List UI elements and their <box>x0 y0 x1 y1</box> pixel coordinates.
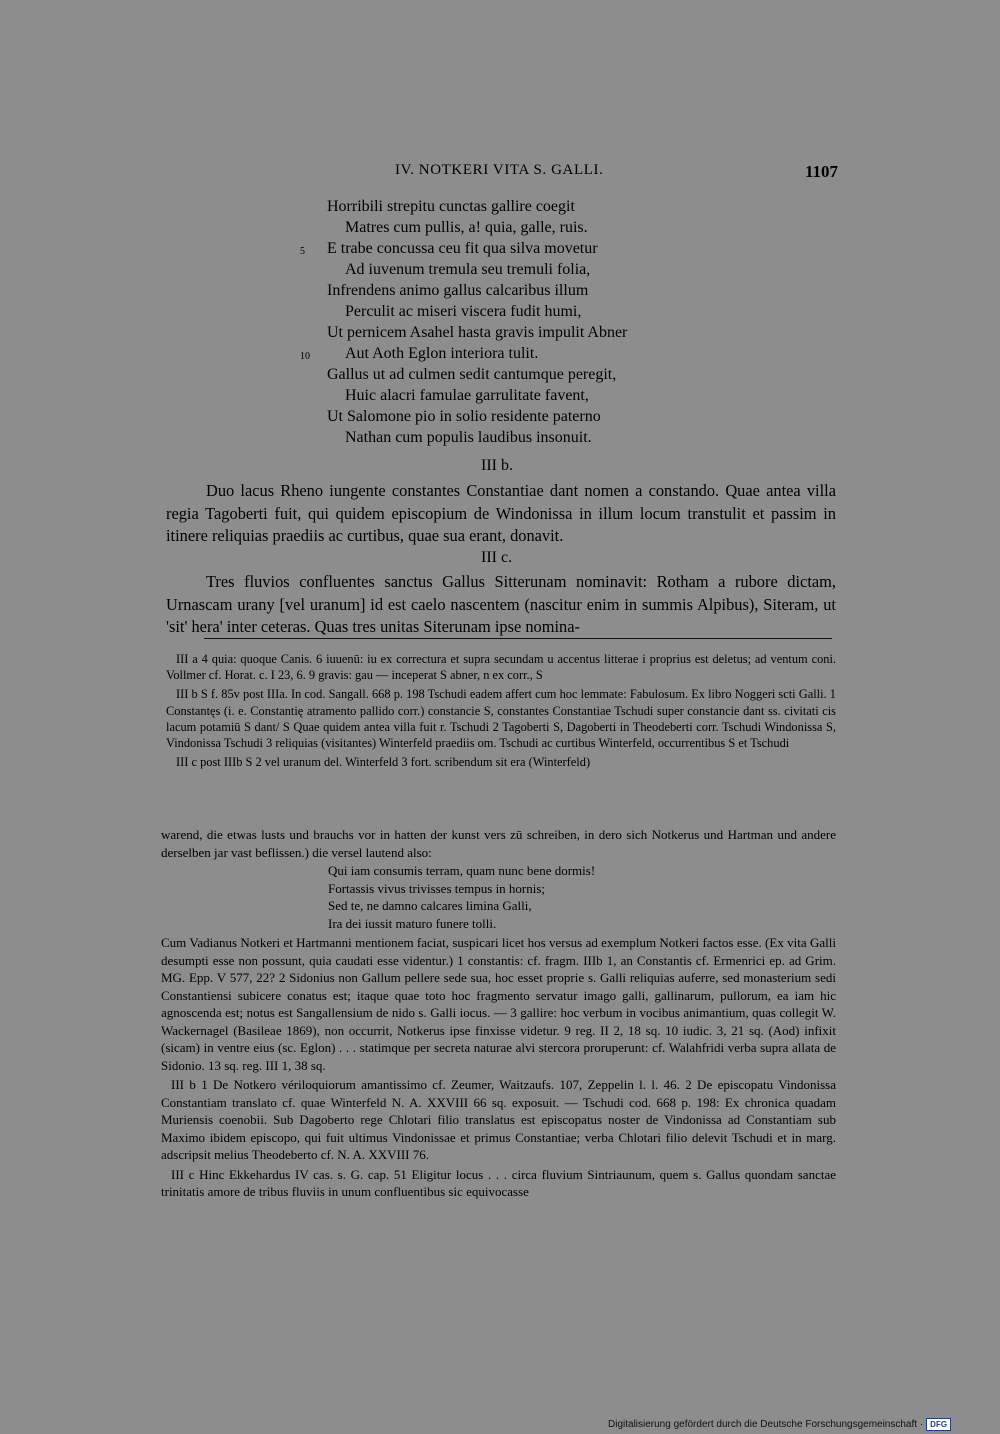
apparatus-note: III b S f. 85v post IIIa. In cod. Sangall. 668 p. 198 Tschudi eadem affert cum hoc lemmate: Fabulosum. Ex libro Noggeri scti Galli. 1 Constantęs (i. e. Constantię atramento pallido corr.) constancie S, constantes Constantiae Tschudi super constancie dant ss. civitati cis lacum potamiū S dant/ S Quae quidem antea villa fuit r. Tschudi 2 Tagoberti S, Dagoberti in Theodeberti corr. Tschudi Windonissa S, Vindonissa Tschudi 3 reliquias (visitantes) Winterfeld praediis om. Tschudi ac curtibus Winterfeld, occurrentibus S et Tschudi <box>166 687 836 751</box>
versel-line: Sed te, ne damno calcares limina Galli, <box>328 898 532 913</box>
apparatus-note: III a 4 quia: quoque Canis. 6 iuuenū: iu ex correctura et supra secundam u accentus litterae i proprius est deletus; ad ventum coni. Vollmer cf. Horat. c. I 23, 6. 9 gravis: gau — inceperat S abner, n ex corr., S <box>166 652 836 683</box>
poem-line: Gallus ut ad culmen sedit cantumque peregit, <box>327 366 617 383</box>
commentary-intro <box>161 826 836 861</box>
paragraph: Duo lacus Rheno iungente constantes Constantiae dant nomen a constando. Quae antea villa regia Tagoberti fuit, qui quidem episcopium de Windonissa in illum locum transtulit et passim in itinere reliquias praediis ac curtibus, quae sua erant, donavit. <box>166 481 836 545</box>
running-header <box>160 162 840 184</box>
section-heading-iiib: III b. <box>481 457 513 474</box>
versel-line: Ira dei iussit maturo funere tolli. <box>328 915 497 931</box>
divider-rule <box>204 638 832 639</box>
paragraph: Tres fluvios confluentes sanctus Gallus Sitterunam nominavit: Rotham a rubore dictam, Urnascam urany [vel uranum] id est caelo nascentem (nascitur enim in summis Alpibus), Siteram, ut 'sit' hera' inter ceteras. Quas tres unitas Siterunam ipse nomina- <box>166 572 836 636</box>
versel <box>328 862 595 932</box>
poem-line: E trabe concussa ceu fit qua silva movetur <box>327 240 598 257</box>
poem-line: Aut Aoth Eglon interiora tulit. <box>345 345 539 362</box>
versel-line: Qui iam consumis terram, quam nunc bene dormis! <box>328 863 596 878</box>
poem-line: Matres cum pullis, a! quia, galle, ruis. <box>345 219 588 236</box>
poem-line: Ad iuvenum tremula seu tremuli folia, <box>345 261 591 278</box>
commentary <box>161 934 836 1201</box>
commentary-paragraph: III b 1 De Notkero vériloquiorum amantissimo cf. Zeumer, Waitzaufs. 107, Zeppelin l. l. 46. 2 De episcopatu Vindonissa Constantiam translato cf. quae Winterfeld N. A. XXVIII 66 sq. exposuit. — Tschudi cod. 668 p. 198: Ex chronica quadam Muriensis coenobii. Sub Dagoberto rege Chlotari filio translatus est episcopatus noster de Vindonissa ad Constantiam sub Maximo ibidem episcopo, qui fuit ultimus Vindonissae et primus Constantiae; verba Chlotari filio delevit Tschudi et in marg. adscripsit melius Theodeberto cf. N. A. XXVIII 76. <box>161 1077 836 1162</box>
section-text-iiib <box>166 480 836 548</box>
commentary-paragraph: III c Hinc Ekkehardus IV cas. s. G. cap. 51 Eligitur locus . . . circa fluvium Sintriaunum, quem s. Gallus quondam sanctae trinitatis amore de tribus fluviis in unum confluentibus sic equivocasse <box>161 1166 836 1199</box>
poem-line: Ut Salomone pio in solio residente paterno <box>327 408 601 425</box>
poem-line: Huic alacri famulae garrulitate favent, <box>345 387 589 404</box>
poem-line: Ut pernicem Asahel hasta gravis impulit Abner <box>327 324 628 341</box>
line-number: 5 <box>300 246 305 257</box>
dfg-logo: DFG <box>926 1418 951 1431</box>
page-number: 1107 <box>804 162 838 181</box>
versel-line: Fortassis vivus trivisses tempus in hornis; <box>328 880 546 896</box>
footer <box>608 1418 951 1431</box>
apparatus-note: III c post IIIb S 2 vel uranum del. Winterfeld 3 fort. scribendum sit era (Winterfeld) <box>176 755 591 770</box>
poem-line: Nathan cum populis laudibus insonuit. <box>345 429 592 446</box>
funding-note: Digitalisierung gefördert durch die Deutsche Forschungsgemeinschaft · <box>608 1419 924 1430</box>
section-heading-iiic: III c. <box>481 549 513 566</box>
section-text-iiic <box>166 571 836 639</box>
poem-line: Horribili strepitu cunctas gallire coegit <box>327 198 575 215</box>
line-number: 10 <box>300 351 310 362</box>
page-title: IV. NOTKERI VITA S. GALLI. <box>395 162 604 178</box>
paragraph: warend, die etwas lusts und brauchs vor in hatten der kunst vers zū schreiben, in dero sich Notkerus und Hartman und andere derselben jar vast beflissen.) die versel lautend also: <box>161 827 836 860</box>
poem-line: Infrendens animo gallus calcaribus illum <box>327 282 589 299</box>
commentary-paragraph: Cum Vadianus Notkeri et Hartmanni mentionem faciat, suspicari licet hos versus ad exemplum Notkeri factos esse. (Ex vita Galli desumpti esse non possunt, quia caudati esse videntur.) 1 constantis: cf. fragm. IIIb 1, an Constantis cf. Ermenrici ep. ad Grim. MG. Epp. V 577, 22? 2 Sidonius non Gallum pellere sede sua, hoc esset proprie s. Galli reliquias auferre, sed monasterium sedi Constantiensi subicere conatus est; itaque quae toto hoc fragmento servatur imago galli, gallinarum, pullorum, ea iam hic agnoscenda est; notus est Sangallensium de nido s. Galli iocus. — 3 gallire: hoc verbum in vocibus animantium, quas collegit W. Wackernagel (Basileae 1869), non occurrit, Notkerus ipse finxisse videtur. 9 reg. II 2, 18 sq. 10 iudic. 3, 21 sq. (Aod) infixit (sicam) in ventre eius (sc. Eglon) . . . statimque per secreta naturae alvi stercora proruperunt: cf. Walahfridi verba supra allata de Sidonio. 13 sq. reg. III 1, 38 sq. <box>161 935 836 1073</box>
critical-apparatus <box>166 651 836 773</box>
poem-line: Perculit ac miseri viscera fudit humi, <box>345 303 582 320</box>
